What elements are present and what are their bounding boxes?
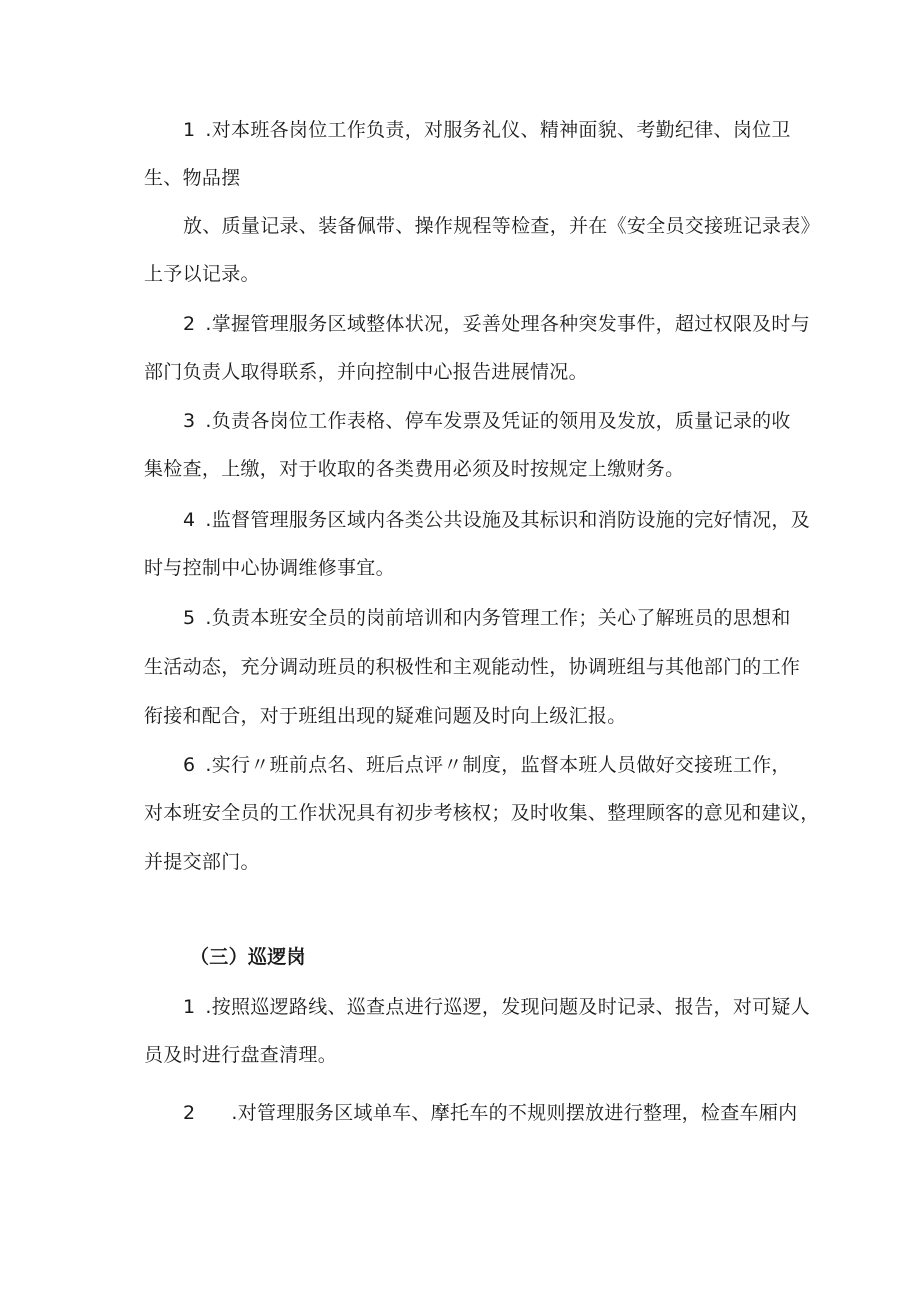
item-number: 4 (183, 509, 196, 531)
item-number: 6 (183, 754, 196, 776)
item-text: .监督管理服务区域内各类公共设施及其标识和消防设施的完好情况，及 (205, 509, 811, 531)
item-text: .对管理服务区域单车、摩托车的不规则摆放进行整理，检查车厢内 (231, 1102, 798, 1124)
paragraph-line: 生活动态，充分调动班员的积极性和主观能动性，协调班组与其他部门的工作 (144, 656, 801, 678)
item-text: .掌握管理服务区域整体状况，妥善处理各种突发事件，超过权限及时与 (205, 313, 811, 335)
paragraph-line: 放、质量记录、装备佩带、操作规程等检查，并在《安全员交接班记录表》 (183, 215, 820, 237)
item-text: .实行〃班前点名、班后点评〃制度，监督本班人员做好交接班工作， (205, 754, 791, 776)
item-number: 1 (183, 996, 196, 1018)
paragraph-line (183, 508, 810, 532)
item-text: .按照巡逻路线、巡查点进行巡逻，发现问题及时记录、报告，对可疑人 (205, 996, 811, 1018)
paragraph-line: 集检查，上缴，对于收取的各类费用必须及时按规定上缴财务。 (144, 458, 685, 480)
paragraph-line (183, 1101, 797, 1125)
paragraph-line (183, 995, 810, 1019)
paragraph-line (183, 118, 791, 142)
item-number: 1 (183, 119, 196, 141)
paragraph-line (183, 312, 810, 336)
paragraph-line (183, 409, 791, 433)
paragraph-line: 生、物品摆 (144, 167, 241, 189)
item-number: 2 (183, 313, 196, 335)
paragraph-line: 员及时进行盘查清理。 (144, 1044, 338, 1066)
section-heading: （三）巡逻岗 (190, 946, 306, 968)
paragraph-line: 对本班安全员的工作状况具有初步考核权；及时收集、整理顾客的意见和建议， (144, 802, 820, 824)
item-number: 3 (183, 410, 196, 432)
paragraph-line: 并提交部门。 (144, 851, 260, 873)
item-number: 2 (183, 1102, 196, 1124)
paragraph-line: 部门负责人取得联系，并向控制中心报告进展情况。 (144, 361, 588, 383)
item-number: 5 (183, 607, 196, 629)
paragraph-line: 上予以记录。 (144, 263, 260, 285)
paragraph-line (183, 753, 791, 777)
paragraph-line (183, 606, 791, 630)
paragraph-line: 时与控制中心协调维修事宜。 (144, 557, 395, 579)
item-text: .对本班各岗位工作负责，对服务礼仪、精神面貌、考勤纪律、岗位卫 (205, 119, 791, 141)
item-text: .负责各岗位工作表格、停车发票及凭证的领用及发放，质量记录的收 (205, 410, 791, 432)
item-text: .负责本班安全员的岗前培训和内务管理工作；关心了解班员的思想和 (205, 607, 791, 629)
paragraph-line: 衔接和配合，对于班组出现的疑难问题及时向上级汇报。 (144, 705, 627, 727)
